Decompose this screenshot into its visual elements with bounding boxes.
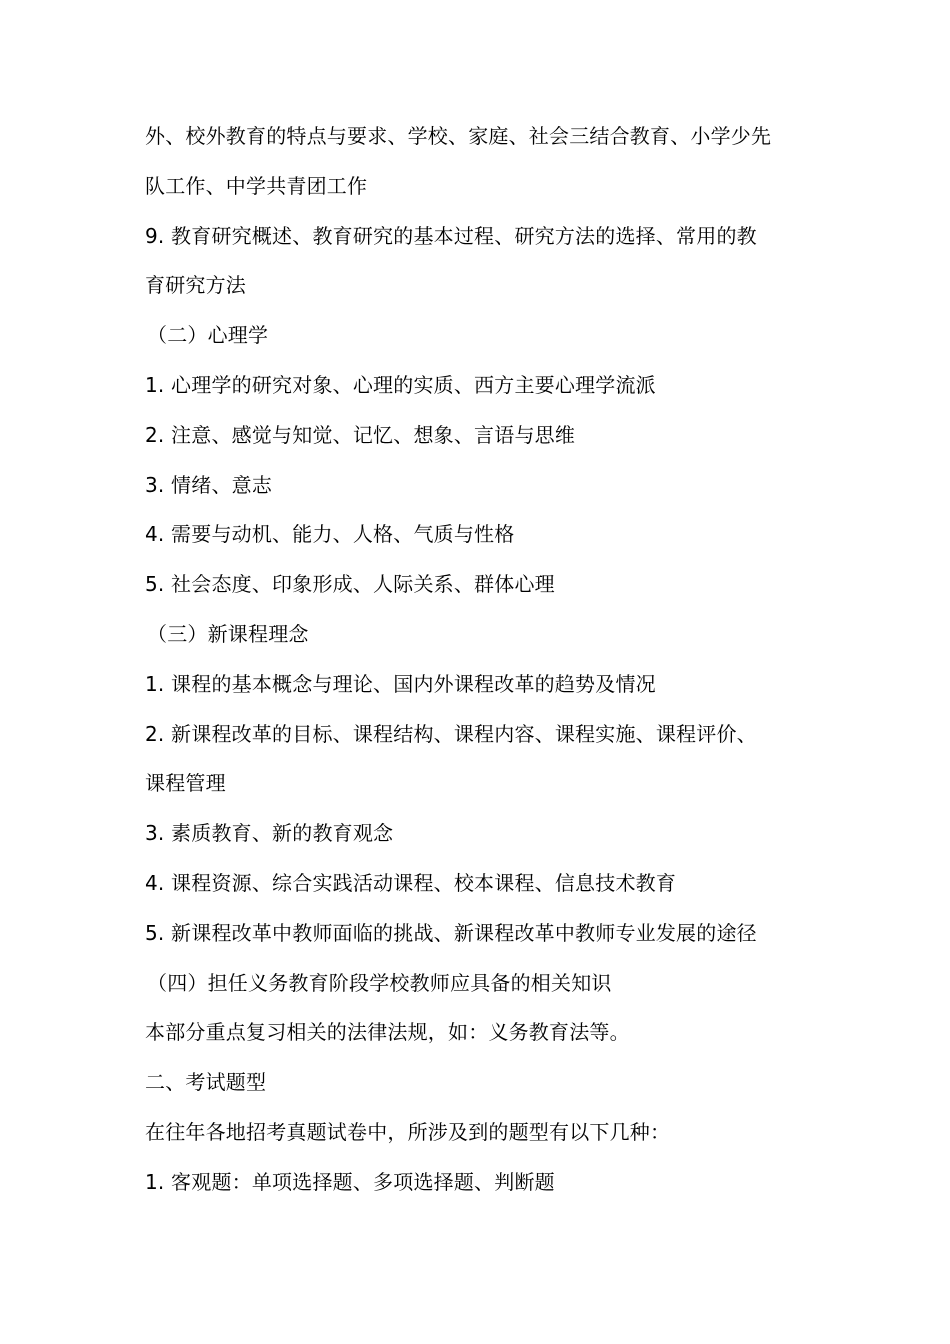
list-item: 5. 社会态度、印象形成、人际关系、群体心理 bbox=[145, 572, 555, 597]
list-item: 5. 新课程改革中教师面临的挑战、新课程改革中教师专业发展的途径 bbox=[145, 920, 757, 945]
text-line: 外、校外教育的特点与要求、学校、家庭、社会三结合教育、小学少先 bbox=[145, 124, 772, 148]
list-item: 1. 课程的基本概念与理论、国内外课程改革的趋势及情况 bbox=[145, 671, 656, 696]
list-item: 2. 注意、感觉与知觉、记忆、想象、言语与思维 bbox=[145, 422, 576, 447]
section-heading: （二）心理学 bbox=[147, 323, 269, 348]
chapter-heading: 二、考试题型 bbox=[145, 1070, 267, 1095]
text-line: 队工作、中学共青团工作 bbox=[145, 173, 368, 198]
text-line: 育研究方法 bbox=[145, 273, 246, 298]
list-item: 1. 客观题：单项选择题、多项选择题、判断题 bbox=[145, 1169, 555, 1194]
section-heading: （四）担任义务教育阶段学校教师应具备的相关知识 bbox=[147, 970, 612, 995]
list-item: 3. 素质教育、新的教育观念 bbox=[145, 821, 394, 846]
list-item: 1. 心理学的研究对象、心理的实质、西方主要心理学流派 bbox=[145, 372, 656, 397]
list-item: 2. 新课程改革的目标、课程结构、课程内容、课程实施、课程评价、 bbox=[145, 721, 757, 746]
text-line: 课程管理 bbox=[145, 771, 226, 796]
list-item: 4. 需要与动机、能力、人格、气质与性格 bbox=[145, 522, 515, 547]
section-heading: （三）新课程理念 bbox=[147, 621, 309, 646]
paragraph: 本部分重点复习相关的法律法规，如：义务教育法等。 bbox=[145, 1020, 630, 1045]
list-item: 4. 课程资源、综合实践活动课程、校本课程、信息技术教育 bbox=[145, 870, 677, 895]
list-item: 3. 情绪、意志 bbox=[145, 472, 273, 497]
paragraph: 在往年各地招考真题试卷中，所涉及到的题型有以下几种： bbox=[145, 1119, 671, 1144]
document-body bbox=[145, 112, 815, 1208]
list-item: 9. 教育研究概述、教育研究的基本过程、研究方法的选择、常用的教 bbox=[145, 223, 757, 248]
